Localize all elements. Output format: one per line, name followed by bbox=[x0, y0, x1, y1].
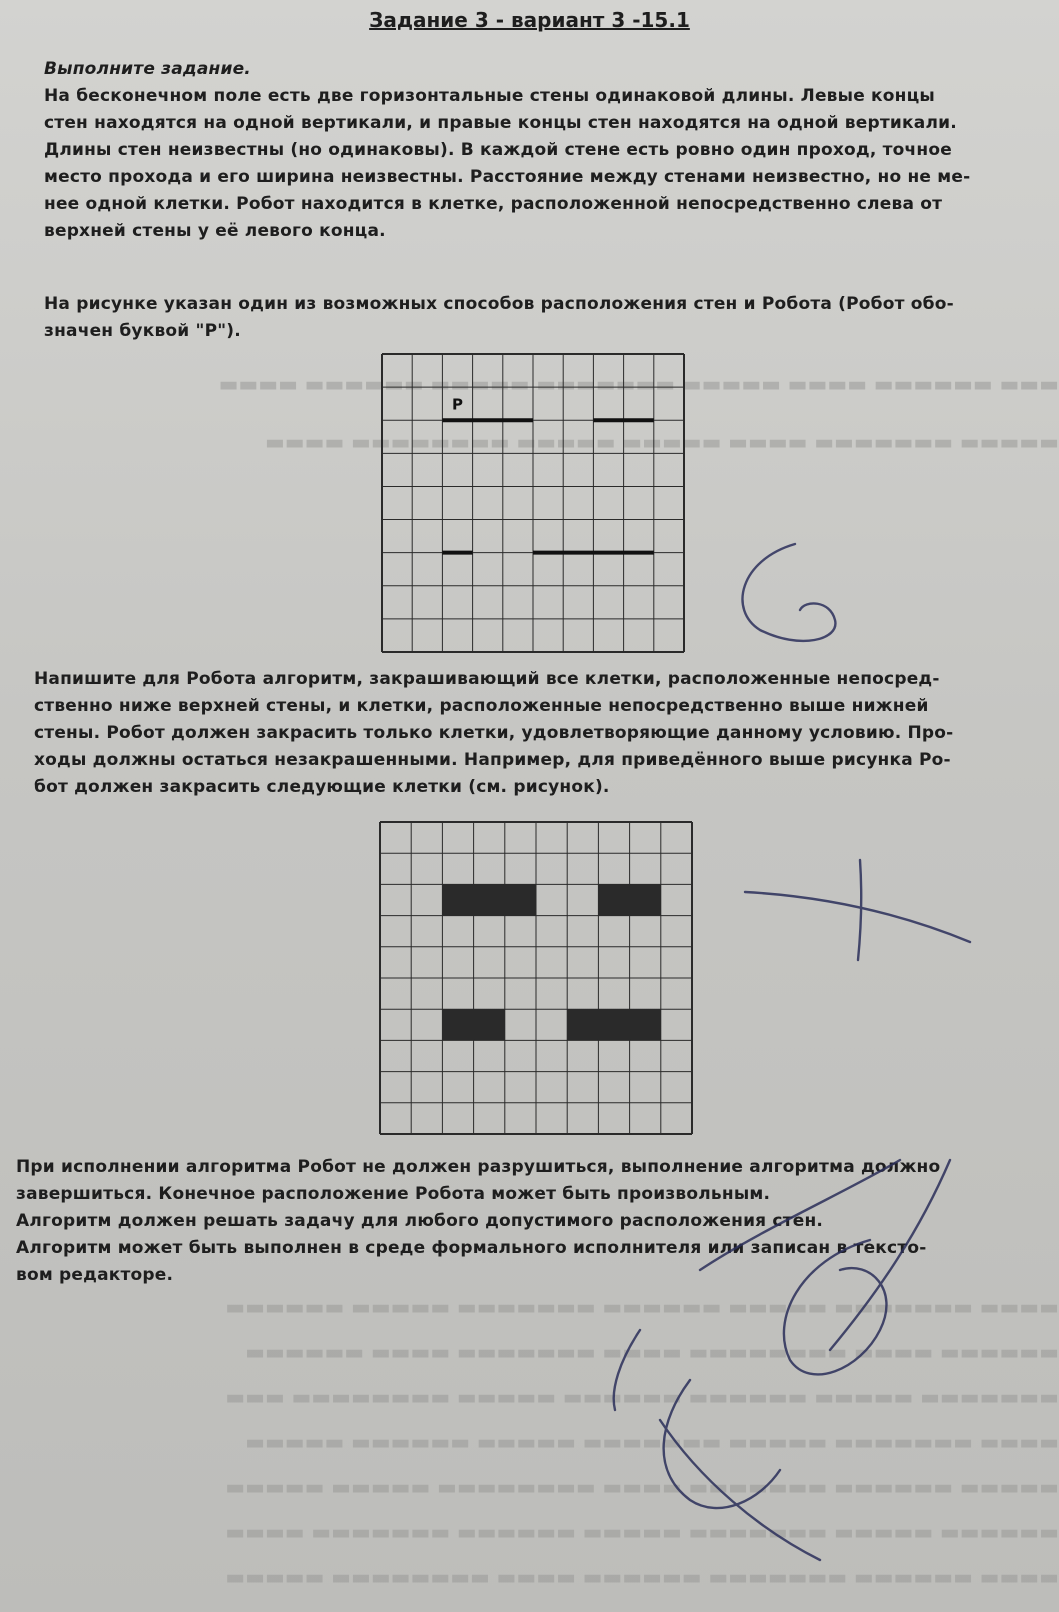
intro-paragraph bbox=[44, 56, 1059, 245]
painted-cell bbox=[442, 1009, 473, 1040]
intro-line: На бесконечном поле есть две горизонтальные стены одинаковой длины. Левые концы bbox=[44, 86, 935, 106]
intro-line: стен находятся на одной вертикали, и правые концы стен находятся на одной вертикали. bbox=[44, 113, 957, 133]
painted-cell bbox=[630, 884, 661, 915]
intro-line: Длины стен неизвестны (но одинаковы). В каждой стене есть ровно один проход, точное bbox=[44, 140, 952, 160]
instruction-line: ственно ниже верхней стены, и клетки, расположенные непосредственно выше нижней bbox=[34, 696, 929, 716]
final-line: При исполнении алгоритма Робот не должен разрушиться, выполнение алгоритма должно bbox=[16, 1157, 941, 1177]
caption-line: На рисунке указан один из возможных способов расположения стен и Робота (Робот обо- bbox=[44, 294, 954, 314]
final-line: Алгоритм должен решать задачу для любого допустимого расположения стен. bbox=[16, 1211, 824, 1231]
show-through-text: ▬▬▬ ▬▬▬▬▬▬ ▬▬▬▬ ▬▬▬▬▬ ▬▬▬▬▬▬▬ ▬▬▬▬▬ ▬▬▬▬▬▬ ▬▬▬▬ bbox=[218, 372, 1059, 396]
pen-stroke bbox=[742, 544, 835, 641]
figure-painted-grid bbox=[376, 818, 696, 1138]
instruction-line: стены. Робот должен закрасить только клетки, удовлетворяющие данному условию. Про- bbox=[34, 723, 954, 743]
show-through-text: ▬▬▬▬ ▬▬▬▬▬▬▬ ▬▬▬▬▬ ▬▬▬▬▬▬▬ ▬▬▬▬▬ ▬▬▬▬▬▬ ▬▬▬▬▬ bbox=[245, 1430, 1059, 1454]
painted-cell bbox=[474, 1009, 505, 1040]
instruction-paragraph bbox=[34, 666, 1059, 801]
final-paragraph bbox=[16, 1154, 1059, 1289]
painted-cell bbox=[567, 1009, 598, 1040]
figure-walls-grid bbox=[378, 350, 688, 656]
robot-marker: Р bbox=[452, 395, 463, 414]
show-through-text: ▬▬▬▬▬▬▬ ▬▬▬▬▬ ▬▬▬▬▬▬ ▬▬▬▬▬▬ ▬▬▬▬▬ ▬▬▬▬▬▬▬▬ ▬▬▬ bbox=[225, 1385, 1059, 1409]
pen-stroke bbox=[745, 892, 970, 942]
painted-cell bbox=[630, 1009, 661, 1040]
figure-caption bbox=[44, 291, 1059, 345]
final-line: завершиться. Конечное расположение Робота может быть произвольным. bbox=[16, 1184, 771, 1204]
final-line: Алгоритм может быть выполнен в среде формального исполнителя или записан в тексто- bbox=[16, 1238, 927, 1258]
show-through-text: ▬▬▬▬ ▬▬▬▬▬▬ ▬▬▬▬▬▬▬ ▬▬▬▬▬▬ ▬▬▬▬ ▬▬▬▬▬▬▬▬ ▬▬▬▬▬ bbox=[225, 1565, 1059, 1589]
final-line: вом редакторе. bbox=[16, 1265, 174, 1285]
painted-cell bbox=[505, 884, 536, 915]
painted-cell bbox=[474, 884, 505, 915]
intro-line: верхней стены у её левого конца. bbox=[44, 221, 386, 241]
show-through-text: ▬▬▬▬▬▬ ▬▬▬▬ ▬▬▬▬▬▬▬▬ ▬▬▬▬ ▬▬▬▬▬▬▬ ▬▬▬▬ ▬▬▬▬▬▬ bbox=[245, 1340, 1059, 1364]
page-title: Задание 3 - вариант 3 -15.1 bbox=[369, 8, 690, 32]
intro-line: нее одной клетки. Робот находится в клетке, расположенной непосредственно слева от bbox=[44, 194, 943, 214]
show-through-text: ▬▬▬▬▬ ▬▬▬▬▬▬▬ ▬▬▬▬ ▬▬▬▬▬ ▬▬▬▬▬ ▬▬▬▬▬▬▬▬ ▬▬▬▬ bbox=[264, 430, 1059, 454]
show-through-text: ▬▬▬▬ ▬▬▬▬▬▬▬ ▬▬▬▬▬ ▬▬▬▬▬▬ ▬▬▬▬▬▬▬ ▬▬▬▬▬ ▬▬▬▬▬▬ bbox=[225, 1295, 1059, 1319]
painted-cell bbox=[442, 884, 473, 915]
painted-cell bbox=[598, 884, 629, 915]
show-through-text: ▬▬▬▬▬▬ ▬▬▬▬▬ ▬▬▬▬▬▬▬ ▬▬▬▬▬ ▬▬▬▬▬▬ ▬▬▬▬▬▬▬ ▬▬▬▬ bbox=[225, 1520, 1059, 1544]
instruction-line: ходы должны остаться незакрашенными. Например, для приведённого выше рисунка Ро- bbox=[34, 750, 951, 770]
pen-stroke bbox=[858, 860, 861, 960]
instruction-line: Напишите для Робота алгоритм, закрашивающий все клетки, расположенные непосред- bbox=[34, 669, 940, 689]
caption-line: значен буквой "Р"). bbox=[44, 321, 241, 341]
task-label: Выполните задание. bbox=[44, 59, 251, 79]
painted-cell bbox=[598, 1009, 629, 1040]
intro-line: место прохода и его ширина неизвестны. Расстояние между стенами неизвестно, но не ме- bbox=[44, 167, 971, 187]
instruction-line: бот должен закрасить следующие клетки (см. рисунок). bbox=[34, 777, 610, 797]
show-through-text: ▬▬▬▬▬ ▬▬▬▬▬▬ ▬▬▬▬▬▬▬ ▬▬▬▬ ▬▬▬▬▬▬▬▬ ▬▬▬▬▬ ▬▬▬▬▬ bbox=[225, 1475, 1059, 1499]
